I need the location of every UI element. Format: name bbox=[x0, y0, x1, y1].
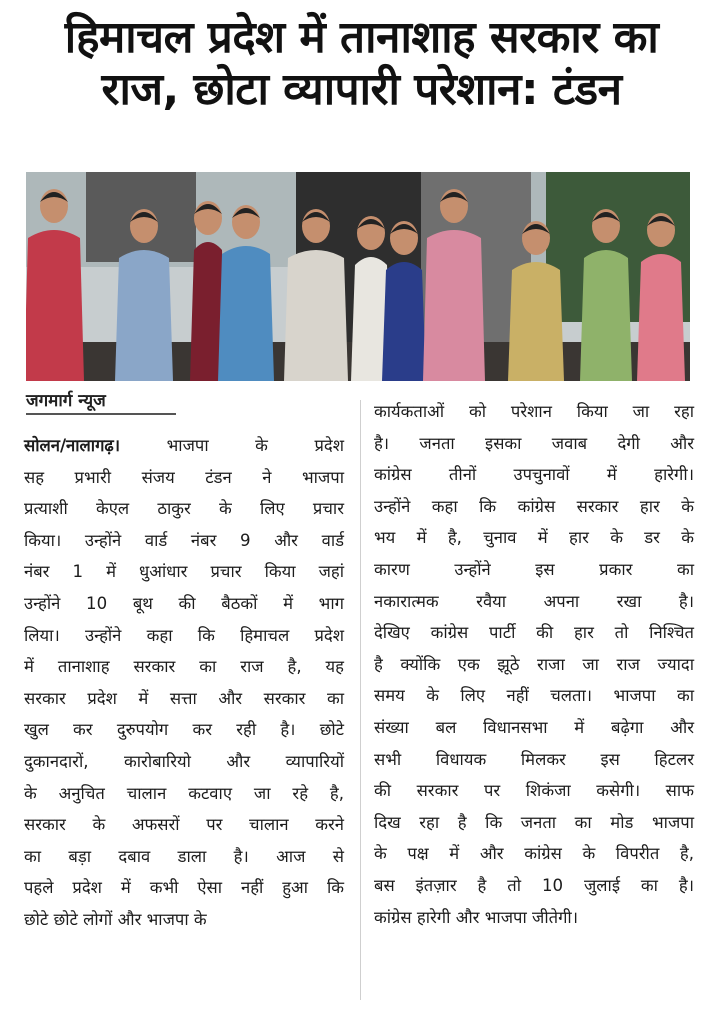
group-photo-icon bbox=[26, 172, 690, 381]
article-line: सह प्रभारी संजय टंडन ने भाजपा bbox=[24, 467, 344, 487]
article-line: किया। उन्होंने वार्ड नंबर 9 और वार्ड bbox=[24, 530, 344, 550]
article-line: कांग्रेस तीनों उपचुनावों में हारेगी। bbox=[374, 465, 694, 485]
headline-line-1: हिमाचल प्रदेश में तानाशाह सरकार का bbox=[64, 12, 659, 63]
article-line: दुकानदारों, कारोबारियो और व्यापारियों bbox=[24, 751, 344, 771]
article-line: उन्होंने कहा कि कांग्रेस सरकार हार के bbox=[374, 496, 694, 516]
article-line: संख्या बल विधानसभा में बढ़ेगा और bbox=[374, 717, 694, 737]
article-line: कारण उन्होंने इस प्रकार का bbox=[374, 559, 694, 579]
dateline: सोलन/नालागढ़। bbox=[24, 436, 121, 455]
article-column-left bbox=[24, 430, 344, 936]
article-line: है। जनता इसका जवाब देगी और bbox=[374, 433, 694, 453]
column-divider bbox=[360, 400, 361, 1000]
article-line: खुल कर दुरुपयोग कर रही है। छोटे bbox=[24, 720, 344, 740]
article-line: छोटे छोटे लोगों और भाजपा के bbox=[24, 909, 207, 929]
news-photo bbox=[26, 172, 690, 381]
article-line: भय में है, चुनाव में हार के डर के bbox=[374, 528, 694, 548]
article-line: के पक्ष में और कांग्रेस के विपरीत है, bbox=[374, 844, 694, 864]
article-line: सरकार के अफसरों पर चालान करने bbox=[24, 815, 344, 835]
article-line: कार्यकताओं को परेशान किया जा रहा bbox=[374, 402, 694, 421]
article-line: प्रत्याशी केएल ठाकुर के लिए प्रचार bbox=[24, 499, 344, 519]
byline: जगमार्ग न्यूज bbox=[26, 388, 176, 415]
article-line: सभी विधायक मिलकर इस हिटलर bbox=[374, 749, 694, 769]
headline bbox=[14, 12, 709, 116]
article-line: है क्योंकि एक झूठे राजा जा राज ज्यादा bbox=[374, 654, 694, 674]
article-line: की सरकार पर शिकंजा कसेगी। साफ bbox=[374, 781, 694, 801]
article-line: दिख रहा है कि जनता का मोड भाजपा bbox=[374, 812, 694, 832]
article-line: नकारात्मक रवैया अपना रखा है। bbox=[374, 591, 694, 611]
article-line: का बड़ा दबाव डाला है। आज से bbox=[24, 846, 344, 866]
article-line: लिया। उन्होंने कहा कि हिमाचल प्रदेश bbox=[24, 625, 344, 645]
article-column-right bbox=[374, 396, 694, 933]
article-line: सरकार प्रदेश में सत्ता और सरकार का bbox=[24, 688, 344, 708]
article-line: समय के लिए नहीं चलता। भाजपा का bbox=[374, 686, 694, 706]
article-line: सोलन/नालागढ़। भाजपा के प्रदेश bbox=[24, 436, 344, 455]
article-line: देखिए कांग्रेस पार्टी की हार तो निश्चित bbox=[374, 623, 694, 643]
article-line: कांग्रेस हारेगी और भाजपा जीतेगी। bbox=[374, 907, 579, 927]
article-line: पहले प्रदेश में कभी ऐसा नहीं हुआ कि bbox=[24, 878, 344, 898]
article-line: नंबर 1 में धुआंधार प्रचार किया जहां bbox=[24, 562, 344, 582]
headline-line-2: राज, छोटा व्यापारी परेशान: टंडन bbox=[101, 64, 622, 115]
article-line: के अनुचित चालान कटवाए जा रहे है, bbox=[24, 783, 344, 803]
article-line: उन्होंने 10 बूथ की बैठकों में भाग bbox=[24, 593, 344, 613]
article-line: बस इंतज़ार है तो 10 जुलाई का है। bbox=[374, 875, 694, 895]
article-line: में तानाशाह सरकार का राज है, यह bbox=[24, 657, 344, 677]
